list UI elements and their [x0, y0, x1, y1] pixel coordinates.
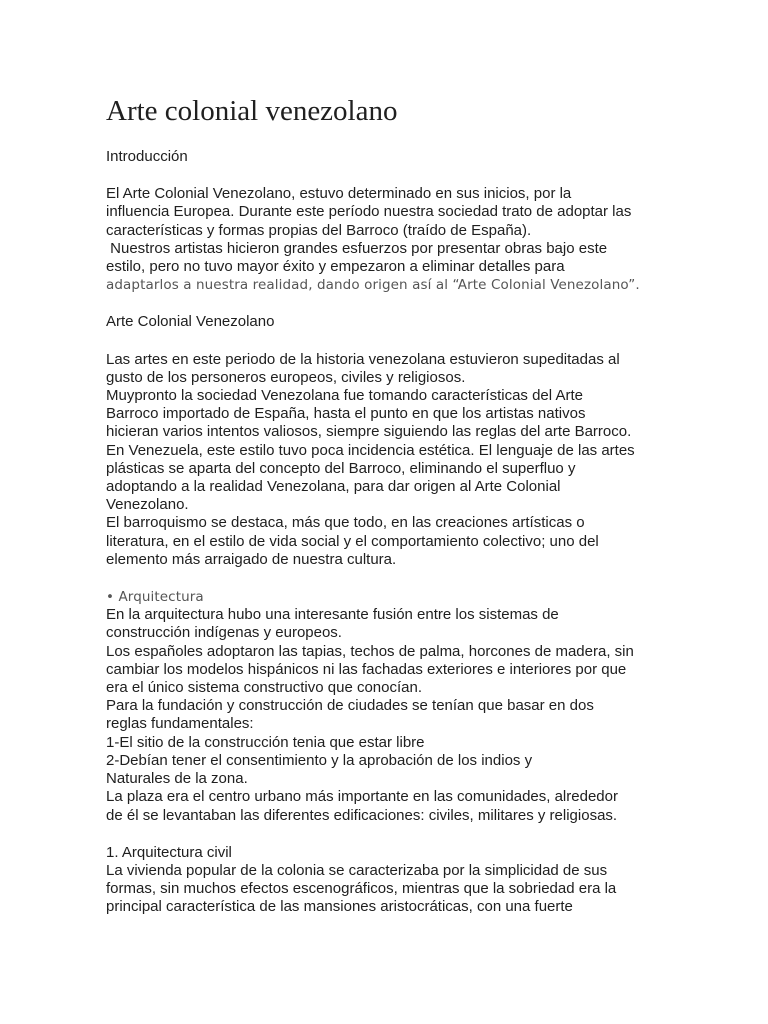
document-page — [106, 92, 666, 917]
paragraph-gap — [106, 332, 666, 351]
text-line: características y formas propias del Barroco (traído de España). — [106, 221, 532, 239]
text-line: Nuestros artistas hicieron grandes esfuerzos por presentar obras bajo este — [106, 239, 608, 257]
text-line: adoptando a la realidad Venezolana, para dar origen al Arte Colonial — [106, 478, 561, 496]
text-line: elemento más arraigado de nuestra cultura. — [106, 550, 397, 568]
text-line: 1-El sitio de la construcción tenia que estar libre — [106, 733, 425, 751]
intro-paragraph — [106, 185, 666, 294]
text-line: La vivienda popular de la colonia se caracterizaba por la simplicidad de sus — [106, 861, 608, 879]
text-line: formas, sin muchos efectos escenográficos, mientras que la sobriedad era la — [106, 880, 617, 898]
text-line: influencia Europea. Durante este período nuestra sociedad trato de adoptar las — [106, 203, 632, 221]
paragraph-gap — [106, 294, 666, 313]
text-line: Los españoles adoptaron las tapias, techos de palma, horcones de madera, sin — [106, 642, 634, 660]
text-line: La plaza era el centro urbano más importante en las comunidades, alrededor — [106, 788, 618, 806]
text-line: Venezolano. — [106, 496, 189, 514]
civil-paragraph — [106, 862, 666, 917]
text-line: cambiar los modelos hispánicos ni las fachadas exteriores e interiores por que — [106, 660, 627, 678]
paragraph-gap — [106, 569, 666, 588]
civil-heading: 1. Arquitectura civil — [106, 843, 232, 861]
text-line: Muypronto la sociedad Venezolana fue tomando características del Arte — [106, 387, 583, 405]
text-line: Las artes en este periodo de la historia venezolana estuvieron supeditadas al — [106, 350, 620, 368]
text-line: El Arte Colonial Venezolano, estuvo determinado en sus inicios, por la — [106, 185, 572, 203]
text-line: estilo, pero no tuvo mayor éxito y empezaron a eliminar detalles para — [106, 258, 565, 276]
text-line: construcción indígenas y europeos. — [106, 624, 342, 642]
document-title: Arte colonial venezolano — [106, 95, 398, 127]
intro-heading: Introducción — [106, 148, 188, 165]
text-line: plásticas se aparta del concepto del Barroco, eliminando el superfluo y — [106, 459, 576, 477]
text-line: Naturales de la zona. — [106, 770, 248, 788]
text-line: literatura, en el estilo de vida social y el comportamiento colectivo; uno del — [106, 532, 599, 550]
paragraph-gap — [106, 166, 666, 185]
section-heading: Arte Colonial Venezolano — [106, 313, 275, 331]
text-line: adaptarlos a nuestra realidad, dando origen así al “Arte Colonial Venezolano”. — [106, 277, 640, 294]
text-line: hicieran varios intentos valiosos, siempre siguiendo las reglas del arte Barroco. — [106, 423, 632, 441]
text-line: El barroquismo se destaca, más que todo, en las creaciones artísticas o — [106, 514, 585, 532]
text-line: Para la fundación y construcción de ciudades se tenían que basar en dos — [106, 697, 594, 715]
arquitectura-paragraph — [106, 606, 666, 824]
arquitectura-bullet: • Arquitectura — [106, 589, 204, 606]
text-line: En la arquitectura hubo una interesante fusión entre los sistemas de — [106, 606, 559, 624]
text-line: reglas fundamentales: — [106, 715, 254, 733]
text-line: principal característica de las mansiones aristocráticas, con una fuerte — [106, 898, 573, 916]
text-line: 2-Debían tener el consentimiento y la aprobación de los indios y — [106, 751, 533, 769]
text-line: de él se levantaban las diferentes edificaciones: civiles, militares y religiosas. — [106, 806, 618, 824]
text-line: Barroco importado de España, hasta el punto en que los artistas nativos — [106, 405, 586, 423]
text-line: En Venezuela, este estilo tuvo poca incidencia estética. El lenguaje de las artes — [106, 441, 635, 459]
text-line: gusto de los personeros europeos, civiles y religiosos. — [106, 368, 466, 386]
text-line: era el único sistema constructivo que conocían. — [106, 679, 423, 697]
section-paragraph — [106, 351, 666, 569]
paragraph-gap — [106, 825, 666, 844]
